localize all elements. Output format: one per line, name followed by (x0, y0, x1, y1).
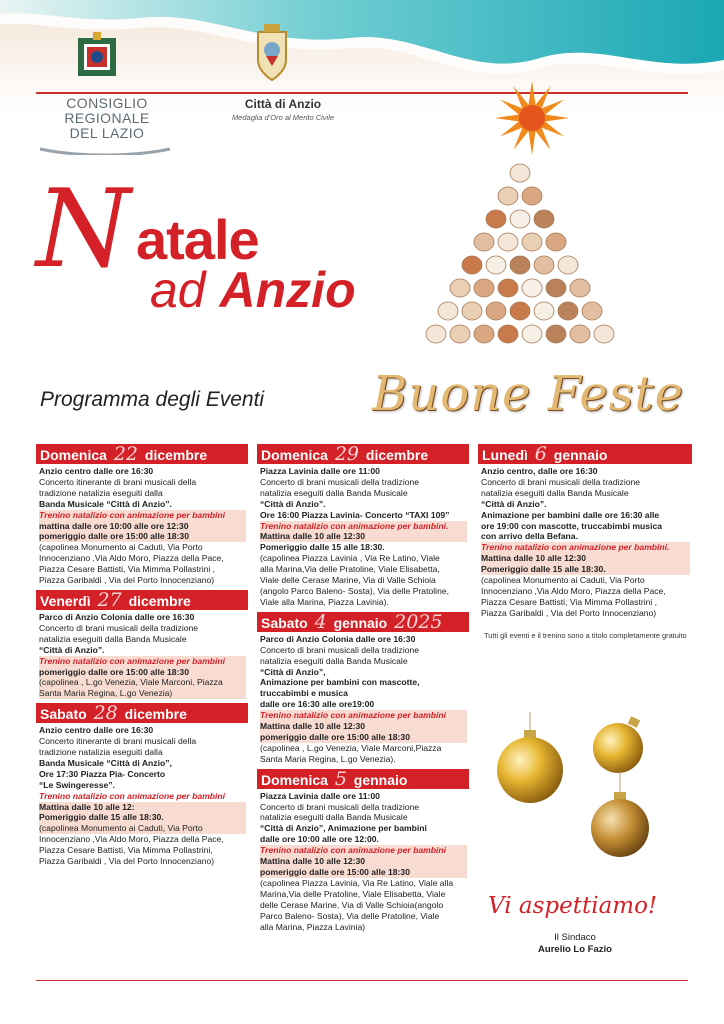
event-month: gennaio (353, 771, 408, 788)
event-line: Piazza Lavinia dalle ore 11:00 (260, 466, 380, 476)
seashell-shape (570, 325, 590, 343)
seashell-shape (486, 210, 506, 228)
event-line: pomeriggio dalle ore 15:00 alle 18:30 (39, 667, 246, 678)
logo-swoosh (38, 145, 172, 155)
event-details (257, 789, 469, 933)
title-initial: N (36, 167, 131, 292)
event-line: Piazza Garibaldi , Via del Porto Innocenziano) (39, 575, 215, 586)
event-line: con arrivo della Befana. (481, 531, 578, 542)
event-line: natalizia eseguiti dalla Banda Musicale (39, 633, 187, 644)
event-date-header (478, 444, 692, 464)
buone-feste-heading: Buone Feste (372, 366, 685, 422)
seashell-shape (534, 302, 554, 320)
event-day: Domenica (40, 447, 107, 463)
event-line: Piazza Garibaldi , Via del Porto Innocenziano) (39, 856, 215, 867)
seashell-shape (570, 279, 590, 297)
event-line: Concerto itinerante di brani musicali della (39, 736, 197, 747)
event-day-number: 6 (534, 444, 547, 464)
seashell-shape (594, 325, 614, 343)
event-line: Mattina dalle 10 alle 12: (39, 802, 246, 813)
program-subtitle: Programma degli Eventi (40, 388, 265, 411)
event-line: Innocenziano ,Via Aldo Moro, Piazza della Pace, (39, 834, 224, 845)
free-events-note: Tutti gli eventi e il trenino sono a titolo completamente gratuito (484, 630, 687, 640)
event-line: Trenino natalizio con animazione per bambini (39, 656, 246, 667)
seashell-shape (438, 302, 458, 320)
event-line: (capolinea Monumento ai Caduti, Via Porto (39, 823, 246, 834)
event-line: Concerto di brani musicali della tradizione (260, 801, 420, 812)
event-details (36, 464, 248, 586)
event-line: “Città di Anzio”. (39, 644, 105, 655)
seashell-shape (486, 256, 506, 274)
seashell-shape (522, 325, 542, 343)
event-details (36, 723, 248, 867)
event-line: Santa Maria Regina, L.go Venezia). (260, 753, 396, 764)
event-line: Anzio centro dalle ore 16:30 (39, 466, 154, 476)
event-details (478, 464, 692, 619)
event-year: 2025 (394, 611, 443, 632)
title-anzio: Anzio (219, 262, 356, 318)
event-line: alla Marina,Via delle Pratoline, Viale Elisabetta, (260, 564, 440, 575)
event-date-header (257, 612, 469, 632)
seashell-shape (582, 302, 602, 320)
seashell-shape (546, 325, 566, 343)
mayor-signature (520, 932, 630, 956)
event-line: (capolinea Piazza Lavinia, Via Re Latino, Viale alla (260, 877, 454, 888)
event-line: Concerto di brani musicali della tradizione (39, 622, 199, 633)
seashell-shape (498, 187, 518, 205)
seashell-shape (546, 233, 566, 251)
event-line: Pomeriggio dalle 15 alle 18:30. (260, 542, 385, 553)
event-line: Parco di Anzio Colonia dalle ore 16:30 (39, 611, 195, 622)
closing-greeting: Vi aspettiamo! (488, 893, 658, 919)
event-line: natalizia eseguiti dalla Banda Musicale (260, 812, 408, 823)
event-day-number: 28 (93, 703, 118, 724)
event-line: “Città di Anzio”. (260, 498, 326, 509)
event-line: Trenino natalizio con animazione per bambini. (481, 542, 690, 553)
event-month: dicembre (128, 592, 191, 609)
event-line: Ore 17:30 Piazza Pia- Concerto (39, 768, 166, 779)
event-line: dalle ore 16:30 alle ore19:00 (260, 699, 375, 710)
event-date-header (257, 444, 469, 464)
seashell-shape (474, 325, 494, 343)
event-line: tradizione natalizia eseguiti dalla (39, 487, 163, 498)
seashell-shape (474, 279, 494, 297)
event-line: (capolinea , L.go Venezia, Viale Marconi, Piazza (39, 677, 246, 688)
event-line: dalle ore 10:00 alle ore 12:00. (260, 834, 379, 845)
seashell-shape (498, 233, 518, 251)
seashell-shape (558, 256, 578, 274)
event-line: Piazza Cesare Battisti, Via Mimma Pollastrini, (39, 845, 213, 856)
event-line: Mattina dalle 10 alle 12:30 (260, 721, 467, 732)
event-line: Viale alla Marina, Piazza Lavinia). (260, 596, 389, 607)
event-line: Anzio centro, dalle ore 16:30 (481, 466, 598, 476)
event-line: ore 19:00 con mascotte, truccabimbi musica (481, 520, 663, 531)
seashell-shape (522, 187, 542, 205)
event-line: Concerto di brani musicali della tradizione (260, 476, 420, 487)
event-day-number: 27 (97, 589, 122, 610)
comune-subtitle: Medaglia d’Oro al Merito Civile (231, 113, 335, 122)
event-line: Mattina dalle 10 alle 12:30 (481, 553, 690, 564)
title-natale: atale (136, 208, 259, 271)
seashell-shape (534, 256, 554, 274)
event-line: (capolinea Piazza Lavinia , Via Re Latino, Viale (260, 553, 440, 564)
event-line: tradizione natalizia eseguiti dalla (39, 747, 163, 758)
seashell-shape (498, 325, 518, 343)
event-line: Marina,Via delle Pratoline, Viale Elisabetta, Viale (260, 888, 446, 899)
event-line: Parco di Anzio Colonia dalle ore 16:30 (260, 633, 416, 644)
mayor-role: Il Sindaco (554, 932, 596, 943)
seashell-shape (510, 210, 530, 228)
event-date-header (36, 703, 248, 723)
event-block (257, 769, 469, 933)
seashell-shape (510, 164, 530, 182)
event-line: “Città di Anzio”, (260, 666, 326, 677)
seashell-shape (498, 279, 518, 297)
event-line: Viale delle Cerase Marine, Via di Valle Schioia (260, 575, 436, 586)
event-line: Trenino natalizio con animazione per bambini (39, 510, 246, 521)
event-line: delle Cerase Marine, Via di Valle Schioia(angolo (260, 899, 444, 910)
event-day-number: 5 (334, 768, 347, 789)
event-day: Sabato (261, 614, 308, 631)
event-line: Trenino natalizio con animazione per bambini (260, 845, 467, 856)
event-day: Lunedì (482, 447, 528, 463)
event-line: Piazza Cesare Battisti, Via Mimma Pollastrini , (39, 564, 216, 575)
event-block (36, 590, 248, 699)
event-line: Banda Musicale “Città di Anzio”, (39, 757, 172, 768)
event-line: Mattina dalle 10 alle 12:30 (260, 856, 467, 867)
event-date-header (257, 769, 469, 789)
event-line: Innocenziano ,Via Aldo Moro, Piazza della Pace, (39, 553, 224, 564)
seashell-shape (426, 325, 446, 343)
event-date-header (36, 444, 248, 464)
sun-icon (494, 80, 570, 156)
seashell-shape (462, 256, 482, 274)
event-month: dicembre (365, 447, 429, 463)
event-line: truccabimbi e musica (260, 688, 348, 699)
event-line: natalizia eseguiti dalla Banda Musicale (481, 487, 629, 498)
event-line: Parco Baleno- Sosta), Via delle Pratoline, Viale (260, 910, 440, 921)
event-line: (capolinea , L.go Venezia, Viale Marconi,Piazza (260, 742, 442, 753)
anzio-crest-icon (252, 22, 292, 82)
title-ad: ad (150, 262, 206, 318)
event-line: Innocenziano ,Via Aldo Moro, Piazza della Pace, (481, 585, 666, 596)
event-block (36, 703, 248, 867)
event-details (257, 632, 469, 765)
event-line: Anzio centro dalle ore 16:30 (39, 725, 154, 736)
event-block (478, 444, 692, 619)
regione-lazio-logo (42, 96, 172, 141)
event-date-header (36, 590, 248, 610)
event-day-number: 4 (314, 611, 327, 632)
event-line: alla Marina, Piazza Lavinia) (260, 921, 366, 932)
event-line: Trenino natalizio con animazione per bambini (39, 790, 226, 801)
christmas-baubles-image (490, 712, 680, 882)
seashell-shape (450, 279, 470, 297)
event-line: Santa Maria Regina, L.go Venezia) (39, 688, 246, 699)
event-line: Animazione per bambini con mascotte, (260, 677, 420, 688)
event-month: gennaio (553, 447, 608, 463)
event-line: Trenino natalizio con animazione per bambini. (260, 521, 467, 532)
event-line: Pomeriggio dalle 15 alle 18:30. (39, 812, 246, 823)
seashell-shape (486, 302, 506, 320)
seashell-shape (462, 302, 482, 320)
seashell-shape (522, 279, 542, 297)
event-block (257, 612, 469, 765)
event-details (36, 610, 248, 699)
event-month: dicembre (144, 447, 208, 463)
seashell-shape (522, 233, 542, 251)
event-line: Concerto itinerante di brani musicali della (39, 476, 197, 487)
event-block (36, 444, 248, 586)
event-line: Piazza Lavinia dalle ore 11:00 (260, 790, 380, 801)
event-line: Piazza Garibaldi , Via del Porto Innocenziano) (481, 607, 657, 618)
event-line: “Città di Anzio”, Animazione per bambini (260, 823, 427, 834)
event-day: Venerdì (40, 592, 91, 609)
event-month: gennaio (333, 614, 388, 631)
event-line: (angolo Parco Baleno- Sosta), Via delle Pratoline, (260, 585, 450, 596)
citta-di-anzio-logo (218, 97, 348, 122)
mayor-name: Aurelio Lo Fazio (538, 944, 612, 955)
event-line: pomeriggio dalle ore 15:00 alle 18:30 (39, 531, 246, 542)
seashell-shape (474, 233, 494, 251)
event-day: Domenica (261, 447, 328, 463)
header-rule (36, 92, 688, 94)
event-details (257, 464, 469, 608)
seashell-shape (510, 256, 530, 274)
event-line: (capolinea Monumento ai Caduti, Via Porto (481, 575, 645, 586)
event-line: Ore 16:00 Piazza Lavinia- Concerto “TAXI 109” (260, 509, 450, 520)
regione-line-2: REGIONALE (64, 110, 150, 126)
program-column-2 (257, 444, 469, 936)
event-line: “Città di Anzio”. (481, 498, 547, 509)
event-month: dicembre (124, 706, 187, 723)
event-line: natalizia eseguiti dalla Banda Musicale (260, 487, 408, 498)
program-column-1 (36, 444, 248, 871)
event-day-number: 22 (113, 444, 138, 464)
regione-line-3: DEL LAZIO (69, 125, 145, 141)
seashell-tree-image (410, 155, 630, 365)
event-line: natalizia eseguiti dalla Banda Musicale (260, 655, 408, 666)
event-day: Sabato (40, 706, 87, 723)
event-line: mattina dalle ore 10:00 alle ore 12:30 (39, 521, 246, 532)
event-line: pomeriggio dalle ore 15:00 alle 18:30 (260, 732, 467, 743)
event-line: Concerto di brani musicali della tradizione (481, 476, 641, 487)
program-column-3 (478, 444, 692, 641)
comune-name: Città di Anzio (244, 97, 322, 111)
seashell-shape (450, 325, 470, 343)
event-line: Pomeriggio dalle 15 alle 18:30. (481, 564, 690, 575)
footer-rule (36, 980, 688, 981)
lazio-crest-icon (76, 32, 118, 84)
event-line: pomeriggio dalle ore 15:00 alle 18:30 (260, 867, 467, 878)
seashell-shape (510, 302, 530, 320)
event-line: Mattina dalle 10 alle 12:30 (260, 531, 467, 542)
event-block (257, 444, 469, 608)
event-line: Banda Musicale “Città di Anzio”. (39, 498, 172, 509)
regione-line-1: CONSIGLIO (66, 95, 148, 111)
event-line: Piazza Cesare Battisti, Via Mimma Pollastrini , (481, 596, 658, 607)
event-line: “Le Swingeresse”. (39, 779, 115, 790)
seashell-shape (534, 210, 554, 228)
event-line: Trenino natalizio con animazione per bambini (260, 710, 467, 721)
seashell-shape (558, 302, 578, 320)
event-line: Concerto di brani musicali della tradizione (260, 644, 420, 655)
event-day: Domenica (261, 771, 328, 788)
event-line: (capolinea Monumento ai Caduti, Via Porto (39, 542, 203, 553)
event-line: Animazione per bambini dalle ore 16:30 alle (481, 509, 660, 520)
seashell-shape (546, 279, 566, 297)
event-day-number: 29 (334, 444, 359, 464)
title-ad-anzio (150, 262, 356, 318)
